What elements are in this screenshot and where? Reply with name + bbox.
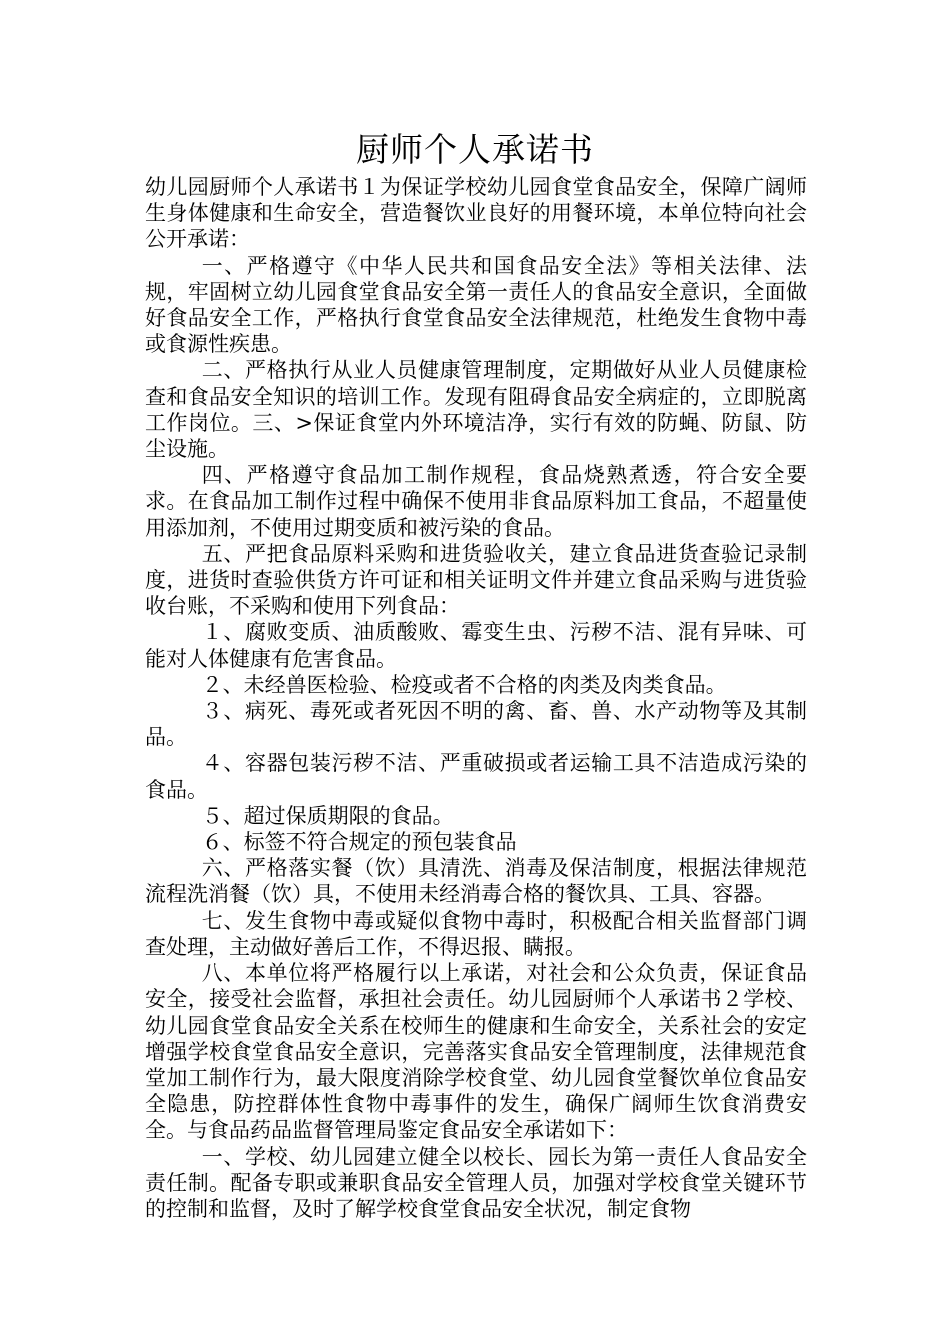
document-paragraph: ４、容器包装污秽不洁、严重破损或者运输工具不洁造成污染的食品。 [145,751,807,802]
document-paragraph: ２、未经兽医检验、检疫或者不合格的肉类及肉类食品。 [201,672,727,697]
document-paragraph: 八、本单位将严格履行以上承诺，对社会和公众负责，保证食品安全，接受社会监督，承担社会责任。幼儿园厨师个人承诺书２学校、幼儿园食堂食品安全关系在校师生的健康和生命安全，关系社会的安定增强学校食堂食品安全意识，完善落实食品安全管理制度，法律规范食堂加工制作行为，最大限度消除学校食堂、幼儿园食堂餐饮单位食品安全隐患，防控群体性食物中毒事件的发生，确保广阔师生饮食消费安全。与食品药品监督管理局鉴定食品安全承诺如下： [145,961,807,1143]
document-paragraph: 一、严格遵守《中华人民共和国食品安全法》等相关法律、法规，牢固树立幼儿园食堂食品安全第一责任人的食品安全意识，全面做好食品安全工作，严格执行食堂食品安全法律规范，杜绝发生食物中毒或食源性疾患。 [145,253,807,357]
document-body [145,174,807,1222]
document-paragraph: 四、严格遵守食品加工制作规程，食品烧熟煮透，符合安全要求。在食品加工制作过程中确保不使用非食品原料加工食品，不超量使用添加剂，不使用过期变质和被污染的食品。 [145,463,807,540]
document-paragraph: ３、病死、毒死或者死因不明的禽、畜、兽、水产动物等及其制品。 [145,699,807,750]
document-title: 厨师个人承诺书 [356,130,594,169]
document-paragraph: 七、发生食物中毒或疑似食物中毒时，积极配合相关监督部门调查处理，主动做好善后工作，不得迟报、瞒报。 [145,908,807,959]
document-paragraph: 一、学校、幼儿园建立健全以校长、园长为第一责任人食品安全责任制。配备专职或兼职食品安全管理人员，加强对学校食堂关键环节的控制和监督，及时了解学校食堂食品安全状况，制定食物 [145,1144,807,1221]
document-paragraph: ５、超过保质期限的食品。 [201,803,454,828]
document-paragraph: 六、严格落实餐（饮）具清洗、消毒及保洁制度，根据法律规范流程洗消餐（饮）具，不使用未经消毒合格的餐饮具、工具、容器。 [145,856,807,907]
document-paragraph: 五、严把食品原料采购和进货验收关，建立食品进货查验记录制度，进货时查验供货方许可证和相关证明文件并建立食品采购与进货验收台账，不采购和使用下列食品： [145,541,807,619]
document-paragraph: 二、严格执行从业人员健康管理制度，定期做好从业人员健康检查和食品安全知识的培训工作。发现有阻碍食品安全病症的，立即脱离工作岗位。三、>保证食堂内外环境洁净，实行有效的防蝇、防鼠、防尘设施。 [145,358,807,462]
document-paragraph: 幼儿园厨师个人承诺书１为保证学校幼儿园食堂食品安全，保障广阔师生身体健康和生命安全，营造餐饮业良好的用餐环境，本单位特向社会公开承诺： [145,175,807,252]
document-paragraph: １、腐败变质、油质酸败、霉变生虫、污秽不洁、混有异味、可能对人体健康有危害食品。 [145,620,807,671]
document-paragraph: ６、标签不符合规定的预包装食品 [201,830,517,855]
